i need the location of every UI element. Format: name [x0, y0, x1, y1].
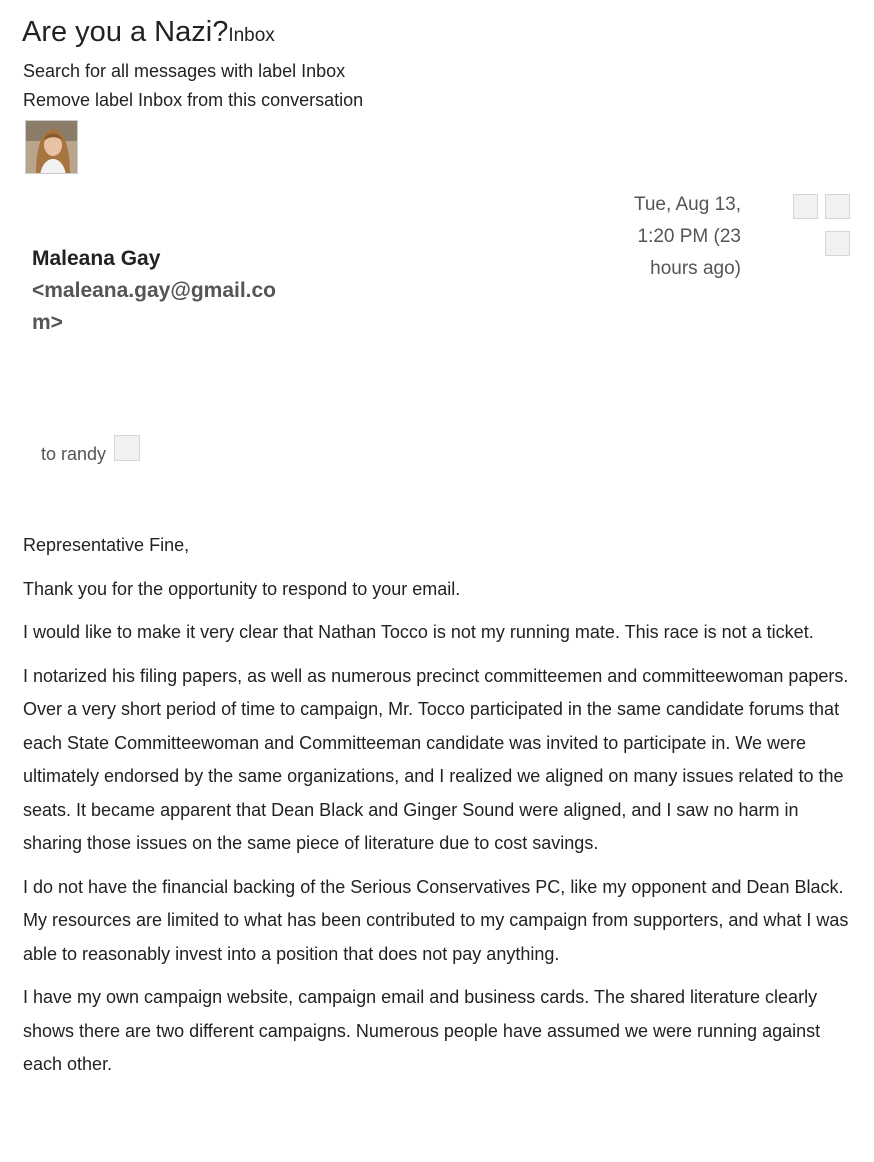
body-paragraph: I do not have the financial backing of the Serious Conservatives PC, like my opponent and Dean Black. My resources are limited to what has been contributed to my campaign from supporters, and what I was able to reasonably invest into a position that does not pay anything.	[23, 876, 849, 964]
message-body	[23, 529, 853, 1092]
body-paragraph: I have my own campaign website, campaign email and business cards. The shared literature clearly shows there are two different campaigns. Numerous people have assumed we were running against each other.	[23, 987, 821, 1074]
body-paragraph: Thank you for the opportunity to respond to your email.	[23, 578, 461, 599]
show-details-icon[interactable]	[114, 435, 140, 461]
body-paragraph: Representative Fine,	[23, 535, 190, 555]
sender-email: <maleana.gay@gmail.com>	[32, 279, 277, 334]
sender	[32, 243, 292, 339]
message-date: Tue, Aug 13, 1:20 PM (23 hours ago)	[633, 194, 741, 279]
search-label-link[interactable]: Search for all messages with label Inbox	[23, 61, 346, 81]
reply-icon[interactable]	[825, 194, 850, 219]
inbox-label[interactable]: Inbox	[228, 25, 275, 46]
star-icon[interactable]	[793, 194, 818, 219]
avatar-photo	[26, 121, 78, 174]
remove-label-link[interactable]: Remove label Inbox from this conversation	[23, 90, 364, 110]
more-options-icon[interactable]	[825, 231, 850, 256]
body-paragraph: I would like to make it very clear that Nathan Tocco is not my running mate. This race is not a ticket.	[23, 622, 814, 642]
avatar	[25, 120, 78, 174]
subject-text: Are you a Nazi?	[22, 16, 229, 48]
email-subject	[22, 16, 275, 49]
sender-name: Maleana Gay	[32, 247, 161, 270]
recipients-line: to randy	[41, 444, 107, 464]
body-paragraph: I notarized his filing papers, as well as numerous precinct committeemen and committeewoman papers. Over a very short period of time to campaign, Mr. Tocco participated in the same candidate forums that each State Committeewoman and Committeeman candidate was invited to participate in. We were ultimately endorsed by the same organizations, and I realized we aligned on many issues related to the seats. It became apparent that Dean Black and Ginger Sound were aligned, and I saw no harm in sharing those issues on the same piece of literature due to cost savings.	[23, 665, 849, 853]
